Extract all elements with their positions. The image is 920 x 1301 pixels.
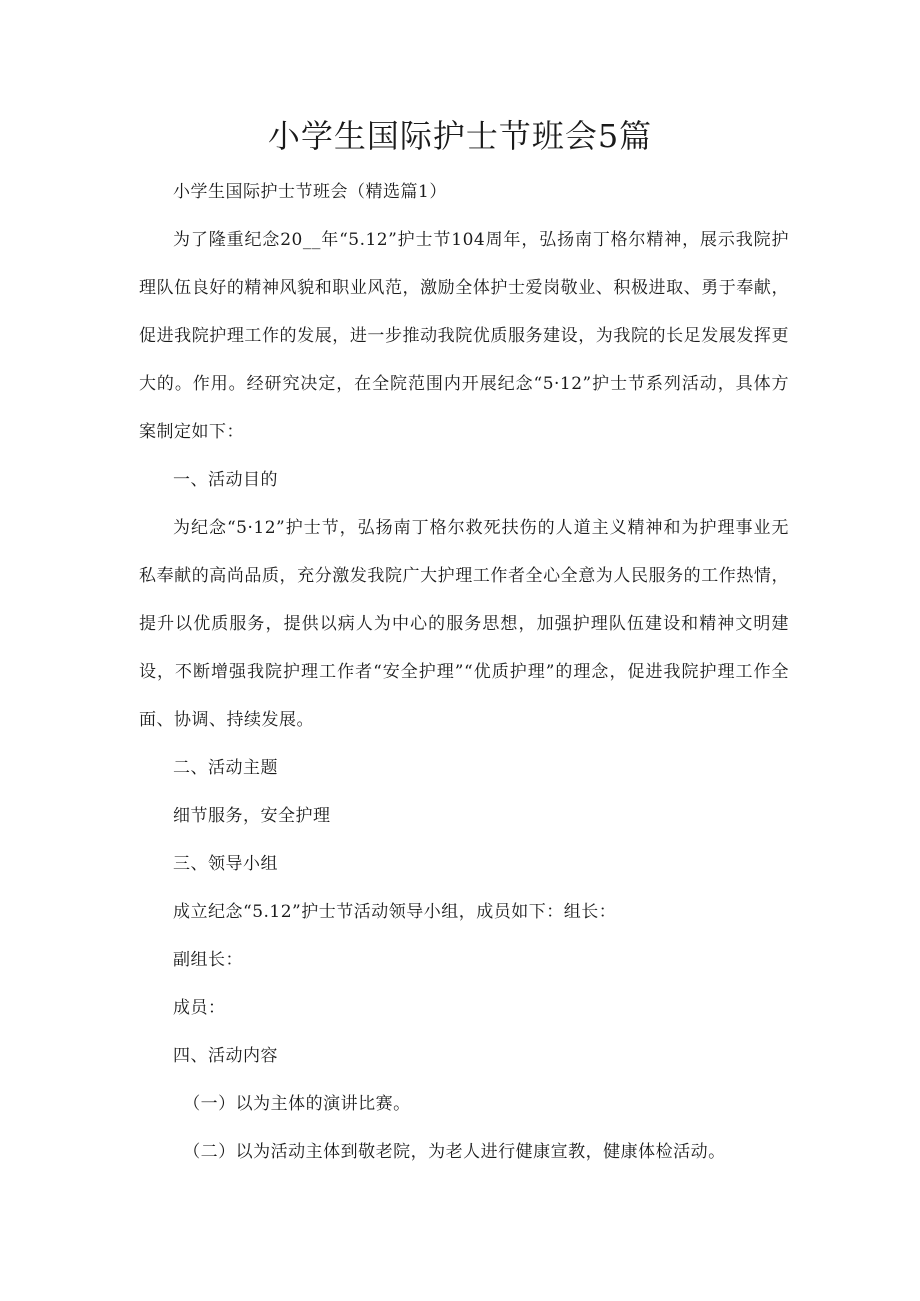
- paragraph-leadership: 成立纪念“5.12”护士节活动领导小组，成员如下：组长：: [173, 902, 617, 922]
- paragraph-members: 成员：: [173, 998, 226, 1018]
- list-item-1: （一）以为主体的演讲比赛。: [183, 1094, 411, 1114]
- paragraph-intro: 为了隆重纪念20__年“5.12”护士节104周年，弘扬南丁格尔精神，展示我院护理队伍良好的精神风貌和职业风范，激励全体护士爱岗敬业、积极进取、勇于奉献，促进我院护理工作的发展，进一步推动我院优质服务建设，为我院的长足发展发挥更大的。作用。经研究决定，在全院范围内开展纪念“5·12”护士节系列活动，具体方案制定如下：: [139, 230, 789, 442]
- section-subtitle: 小学生国际护士节班会（精选篇1）: [173, 182, 447, 202]
- document-body: [139, 168, 789, 1176]
- heading-content: 四、活动内容: [173, 1046, 278, 1066]
- paragraph-theme: 细节服务，安全护理: [173, 806, 331, 826]
- heading-purpose: 一、活动目的: [173, 470, 278, 490]
- heading-theme: 二、活动主题: [173, 758, 278, 778]
- paragraph-vice-leader: 副组长：: [173, 950, 243, 970]
- list-item-2: （二）以为活动主体到敬老院，为老人进行健康宣教，健康体检活动。: [183, 1142, 726, 1162]
- heading-leadership: 三、领导小组: [173, 854, 278, 874]
- document-title: 小学生国际护士节班会5篇: [267, 117, 653, 155]
- paragraph-purpose: 为纪念“5·12”护士节，弘扬南丁格尔救死扶伤的人道主义精神和为护理事业无私奉献的高尚品质，充分激发我院广大护理工作者全心全意为人民服务的工作热情，提升以优质服务，提供以病人为中心的服务思想，加强护理队伍建设和精神文明建设，不断增强我院护理工作者“安全护理”“优质护理”的理念，促进我院护理工作全面、协调、持续发展。: [139, 518, 789, 730]
